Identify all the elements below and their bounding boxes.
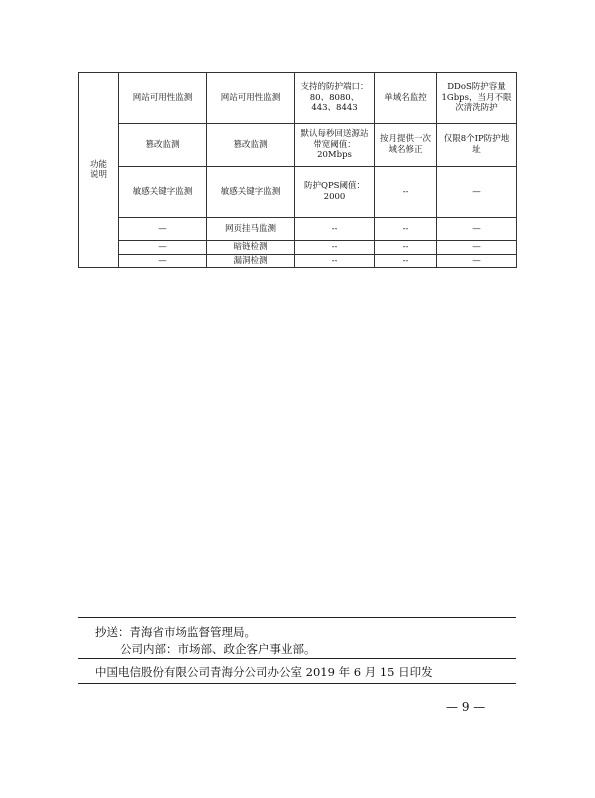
table-cell: 漏洞检测	[207, 254, 295, 268]
table-cell: 网站可用性监测	[207, 73, 295, 124]
table-cell: 防护QPS阈值：2000	[295, 167, 375, 218]
table-cell: —	[437, 218, 517, 241]
table-cell: DDoS防护容量1Gbps，当月不限次清洗防护	[437, 73, 517, 124]
table-cell: 敏感关键字监测	[119, 167, 207, 218]
table-row	[79, 124, 517, 167]
table-cell: --	[375, 254, 437, 268]
table-cell: 单域名监控	[375, 73, 437, 124]
table-cell: 篡改监测	[207, 124, 295, 167]
issuer-line: 中国电信股份有限公司青海分公司办公室 2019 年 6 月 15 日印发	[95, 665, 433, 679]
table-cell: 按月提供一次域名修正	[375, 124, 437, 167]
table-cell: —	[437, 241, 517, 255]
page-number: — 9 —	[446, 700, 486, 714]
table-cell: 网站可用性监测	[119, 73, 207, 124]
section-label: 功能说明	[89, 159, 107, 181]
table-row	[79, 254, 517, 268]
section-label-cell	[79, 73, 119, 268]
table-cell: 网页挂马监测	[207, 218, 295, 241]
table-cell: —	[119, 254, 207, 268]
table-cell: 暗链检测	[207, 241, 295, 255]
table-cell: —	[437, 167, 517, 218]
table-cell: 仅限8个IP防护地址	[437, 124, 517, 167]
table-cell: —	[119, 218, 207, 241]
cc-line: 抄送：青海省市场监督管理局。	[95, 625, 256, 639]
table-cell: —	[119, 241, 207, 255]
footer-middle-rule	[78, 658, 516, 659]
table-row	[79, 167, 517, 218]
table-cell: --	[375, 218, 437, 241]
table-cell: 默认每秒回送源站带宽阈值：20Mbps	[295, 124, 375, 167]
table-cell: 篡改监测	[119, 124, 207, 167]
footer-top-rule	[78, 617, 516, 618]
table-cell: —	[437, 254, 517, 268]
table-cell: --	[295, 254, 375, 268]
table-row	[79, 73, 517, 124]
table-cell: --	[375, 167, 437, 218]
internal-distribution-line: 公司内部：市场部、政企客户事业部。	[120, 642, 316, 656]
table-cell: 敏感关键字监测	[207, 167, 295, 218]
table-row	[79, 218, 517, 241]
feature-spec-table	[78, 72, 517, 268]
table-cell: --	[295, 218, 375, 241]
table-cell: --	[295, 241, 375, 255]
footer-bottom-rule	[78, 683, 516, 684]
table-cell: --	[375, 241, 437, 255]
table-row	[79, 241, 517, 255]
table-cell: 支持的防护端口：80、8080、443、8443	[295, 73, 375, 124]
